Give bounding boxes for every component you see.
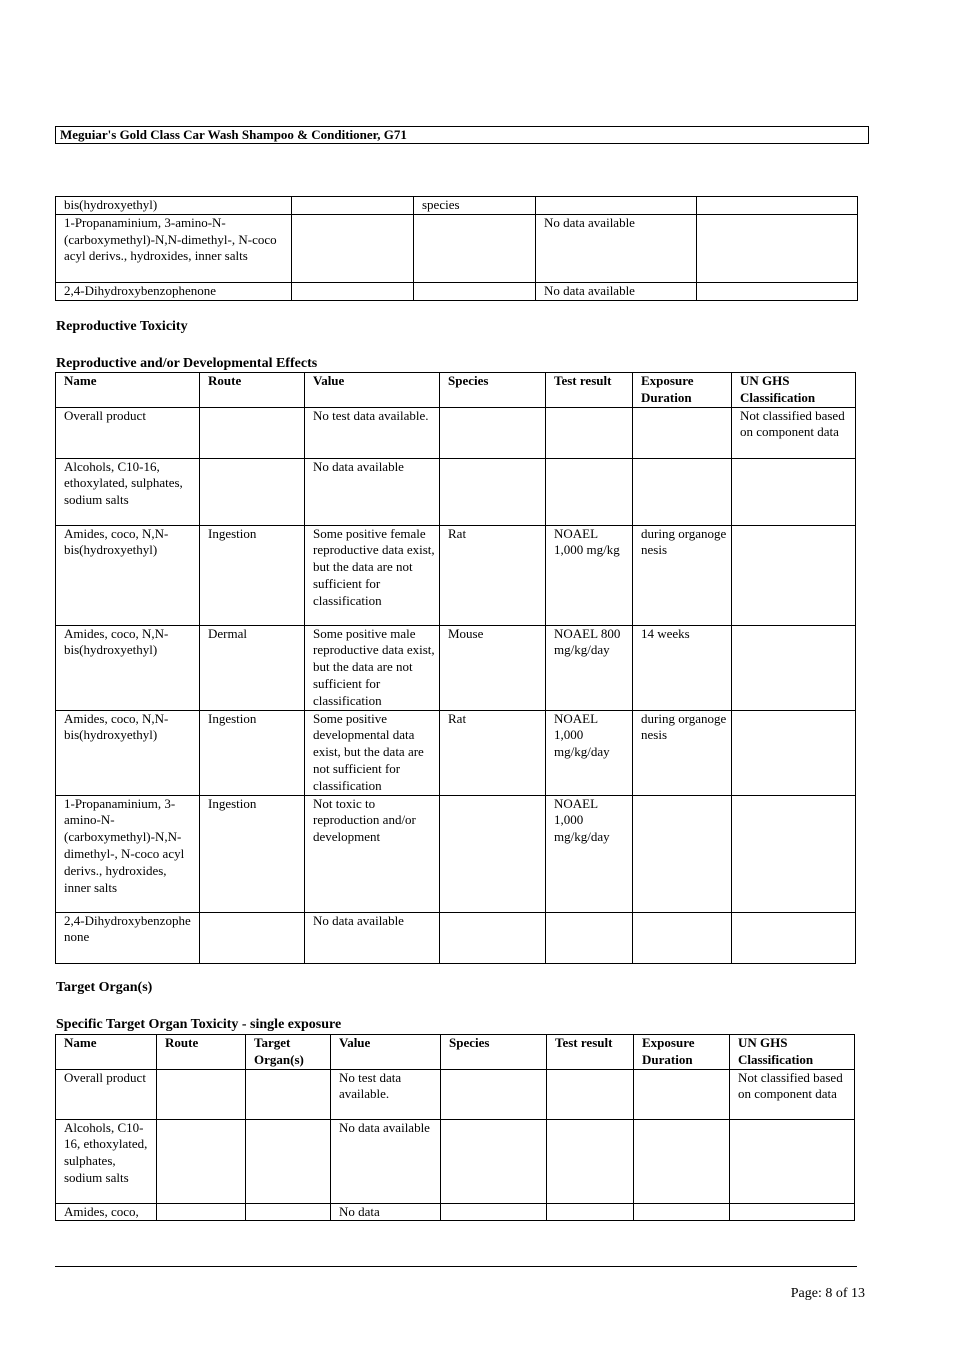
table-cell: Rat [440, 525, 546, 625]
table-cell [200, 458, 305, 525]
table-cell [546, 458, 633, 525]
table-cell: Ingestion [200, 795, 305, 912]
table-cell [732, 458, 856, 525]
table-cell [732, 625, 856, 710]
stot-single-exposure-table [55, 1034, 855, 1221]
table-cell: Rat [440, 710, 546, 795]
column-header-route: Route [200, 373, 305, 408]
table-cell: Alcohols, C10-16, ethoxylated, sulphates, sodium salts [56, 1119, 157, 1203]
table-row [56, 1069, 855, 1119]
table-cell: 1-Propanaminium, 3-amino-N-(carboxymethyl)-N,N-dimethyl-, N-coco acyl derivs., hydroxides, inner salts [56, 795, 200, 912]
reproductive-toxicity-heading: Reproductive Toxicity [56, 319, 188, 334]
table-cell: No data available [331, 1119, 441, 1203]
table-cell: Some positive female reproductive data exist, but the data are not sufficient for classification [305, 525, 440, 625]
table-cell [730, 1203, 855, 1221]
table-cell: Not classified based on component data [730, 1069, 855, 1119]
table-cell: Dermal [200, 625, 305, 710]
table-cell [547, 1203, 634, 1221]
table-cell [547, 1069, 634, 1119]
table-cell [414, 282, 536, 300]
table-cell: NOAEL 1,000 mg/kg/day [546, 710, 633, 795]
table-cell: 14 weeks [633, 625, 732, 710]
column-header-name: Name [56, 1035, 157, 1070]
column-header-exposure-duration: Exposure Duration [634, 1035, 730, 1070]
stot-single-exposure-table-title: Specific Target Organ Toxicity - single exposure [56, 1017, 342, 1032]
table-row [56, 795, 856, 912]
column-header-un-ghs-classification: UN GHS Classification [732, 373, 856, 408]
table-cell [200, 407, 305, 458]
table-cell: Some positive male reproductive data exist, but the data are not sufficient for classification [305, 625, 440, 710]
column-header-species: Species [440, 373, 546, 408]
table-cell: NOAEL 1,000 mg/kg/day [546, 795, 633, 912]
column-header-un-ghs-classification: UN GHS Classification [730, 1035, 855, 1070]
table-cell [536, 197, 697, 215]
table-cell [697, 282, 858, 300]
table-cell [441, 1203, 547, 1221]
table-cell [732, 525, 856, 625]
table-cell: Mouse [440, 625, 546, 710]
table-row [56, 710, 856, 795]
table-cell: Some positive developmental data exist, but the data are not sufficient for classification [305, 710, 440, 795]
page-number: Page: 8 of 13 [790, 1286, 865, 1301]
table-row [56, 525, 856, 625]
column-header-name: Name [56, 373, 200, 408]
table-cell: No data available [536, 214, 697, 282]
table-cell: Not toxic to reproduction and/or development [305, 795, 440, 912]
table-cell [546, 407, 633, 458]
table-cell: Ingestion [200, 710, 305, 795]
column-header-value: Value [305, 373, 440, 408]
table-cell [440, 795, 546, 912]
table-cell [633, 795, 732, 912]
column-header-value: Value [331, 1035, 441, 1070]
table-cell [292, 214, 414, 282]
table-cell [246, 1069, 331, 1119]
table-cell: bis(hydroxyethyl) [56, 197, 292, 215]
table-cell [440, 458, 546, 525]
table-cell [730, 1119, 855, 1203]
table-row [56, 214, 858, 282]
table-cell: Overall product [56, 407, 200, 458]
table-cell [634, 1119, 730, 1203]
table-cell: Overall product [56, 1069, 157, 1119]
table-cell [246, 1119, 331, 1203]
footer-divider [55, 1266, 857, 1267]
table-cell: No data available [305, 912, 440, 963]
table-row [56, 407, 856, 458]
table-row [56, 912, 856, 963]
table-cell [440, 912, 546, 963]
table-header-row [56, 373, 856, 408]
table-row [56, 1119, 855, 1203]
table-row [56, 458, 856, 525]
table-cell [697, 197, 858, 215]
column-header-test-result: Test result [546, 373, 633, 408]
table-cell: Not classified based on component data [732, 407, 856, 458]
reproductive-effects-table-title: Reproductive and/or Developmental Effects [56, 356, 318, 371]
table-cell [292, 282, 414, 300]
table-cell: No data [331, 1203, 441, 1221]
continued-toxicity-table [55, 196, 858, 301]
table-cell [440, 407, 546, 458]
table-cell: Amides, coco, N,N-bis(hydroxyethyl) [56, 710, 200, 795]
column-header-test-result: Test result [547, 1035, 634, 1070]
table-cell [157, 1203, 246, 1221]
table-cell: 2,4-Dihydroxybenzophenone [56, 912, 200, 963]
table-cell [292, 197, 414, 215]
table-cell [732, 795, 856, 912]
table-cell: Amides, coco, N,N-bis(hydroxyethyl) [56, 525, 200, 625]
reproductive-effects-table [55, 372, 856, 964]
table-cell: during organogenesis [633, 525, 732, 625]
document-title: Meguiar's Gold Class Car Wash Shampoo & Conditioner, G71 [55, 126, 869, 144]
table-cell: No test data available. [305, 407, 440, 458]
table-cell [157, 1119, 246, 1203]
table-cell [441, 1069, 547, 1119]
table-cell [157, 1069, 246, 1119]
table-cell [547, 1119, 634, 1203]
table-cell [546, 912, 633, 963]
column-header-exposure-duration: Exposure Duration [633, 373, 732, 408]
table-cell: Amides, coco, N,N-bis(hydroxyethyl) [56, 625, 200, 710]
table-cell: species [414, 197, 536, 215]
target-organs-heading: Target Organ(s) [56, 980, 153, 995]
table-cell [634, 1203, 730, 1221]
table-cell [246, 1203, 331, 1221]
table-cell: NOAEL 1,000 mg/kg [546, 525, 633, 625]
table-cell [414, 214, 536, 282]
table-cell [441, 1119, 547, 1203]
table-cell: No data available [305, 458, 440, 525]
table-cell: Alcohols, C10-16, ethoxylated, sulphates, sodium salts [56, 458, 200, 525]
table-cell: during organogenesis [633, 710, 732, 795]
column-header-species: Species [441, 1035, 547, 1070]
table-cell [634, 1069, 730, 1119]
table-cell [732, 710, 856, 795]
table-cell: 1-Propanaminium, 3-amino-N-(carboxymethyl)-N,N-dimethyl-, N-coco acyl derivs., hydroxides, inner salts [56, 214, 292, 282]
table-cell: Amides, coco, [56, 1203, 157, 1221]
table-cell [732, 912, 856, 963]
table-cell: No data available [536, 282, 697, 300]
table-cell [200, 912, 305, 963]
table-cell: 2,4-Dihydroxybenzophenone [56, 282, 292, 300]
table-row [56, 625, 856, 710]
table-header-row [56, 1035, 855, 1070]
column-header-route: Route [157, 1035, 246, 1070]
column-header-target-organs: Target Organ(s) [246, 1035, 331, 1070]
table-row [56, 1203, 855, 1221]
table-cell: Ingestion [200, 525, 305, 625]
table-row [56, 197, 858, 215]
table-cell: NOAEL 800 mg/kg/day [546, 625, 633, 710]
table-cell [633, 458, 732, 525]
table-cell [633, 912, 732, 963]
table-cell: No test data available. [331, 1069, 441, 1119]
table-cell [633, 407, 732, 458]
table-cell [697, 214, 858, 282]
table-row [56, 282, 858, 300]
